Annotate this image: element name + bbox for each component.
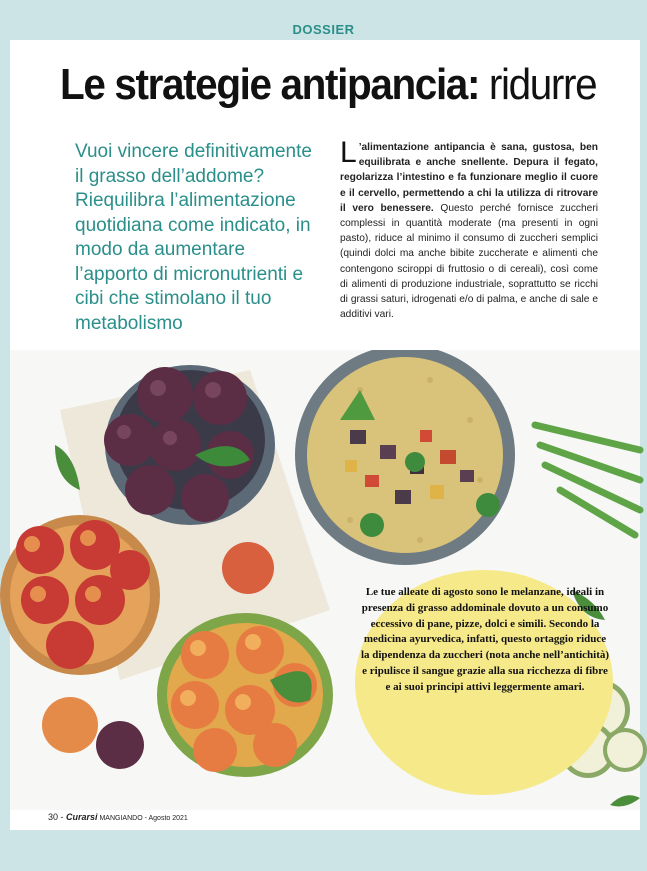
section-label: DOSSIER	[292, 22, 355, 37]
drop-cap: L	[340, 136, 357, 169]
body-text	[340, 136, 598, 322]
magazine-brand: Curarsi	[66, 812, 98, 822]
footer-separator: -	[58, 812, 67, 822]
body-rest: Questo perché fornisce zuccheri complessi in quantità moderate (ma presenti in ogni pasto), riduce al minimo il consumo di zuccheri semplici (quindi dolci ma anche bibite zuccherate e alimenti che contengono sciroppi di fruttosio o di cereali), così come di alimenti di produzione industriale, soprattutto se ricchi di grassi saturi, idrogenati e/o di palma, e anche di sale e additivi vari.	[340, 202, 598, 321]
title-main: Le strategie antipancia:	[60, 60, 480, 109]
body-bold-intro: ’alimentazione antipancia è sana, gustosa, ben equilibrata e anche snellente. Depura il fegato, regolarizza l’intestino e fa funzionare meglio il cuore e il cervello, permettendo a chi la utilizza di ritrovare il vero benessere.	[340, 142, 598, 214]
magazine-subtitle: MANGIANDO	[97, 815, 143, 822]
lead-paragraph: Vuoi vincere definitivamente il grasso dell’addome? Riequilibra l’alimentazione quotidiana come indicato, in modo da aumentare l’apporto di micronutrienti e cibi che stimolano il tuo metabolismo	[75, 141, 312, 334]
title-light: ridurre	[479, 60, 597, 109]
callout-text: Le tue alleate di agosto sono le melanzane, ideali in presenza di grasso addominale dovuto a un consumo eccessivo di pane, pizze, dolci e simili. Secondo la medicina ayurvedica, infatti, questo ortaggio riduce la dipendenza da zuccheri (nota anche nell’antichità) e ripulisce il sangue grazie alla sua ricchezza di fibre e ai suoi principi attivi leggermente amari.	[360, 586, 610, 693]
page-number: 30	[48, 812, 59, 822]
article-title	[60, 60, 596, 110]
page-footer	[48, 812, 188, 822]
issue-date: - Agosto 2021	[142, 815, 188, 822]
